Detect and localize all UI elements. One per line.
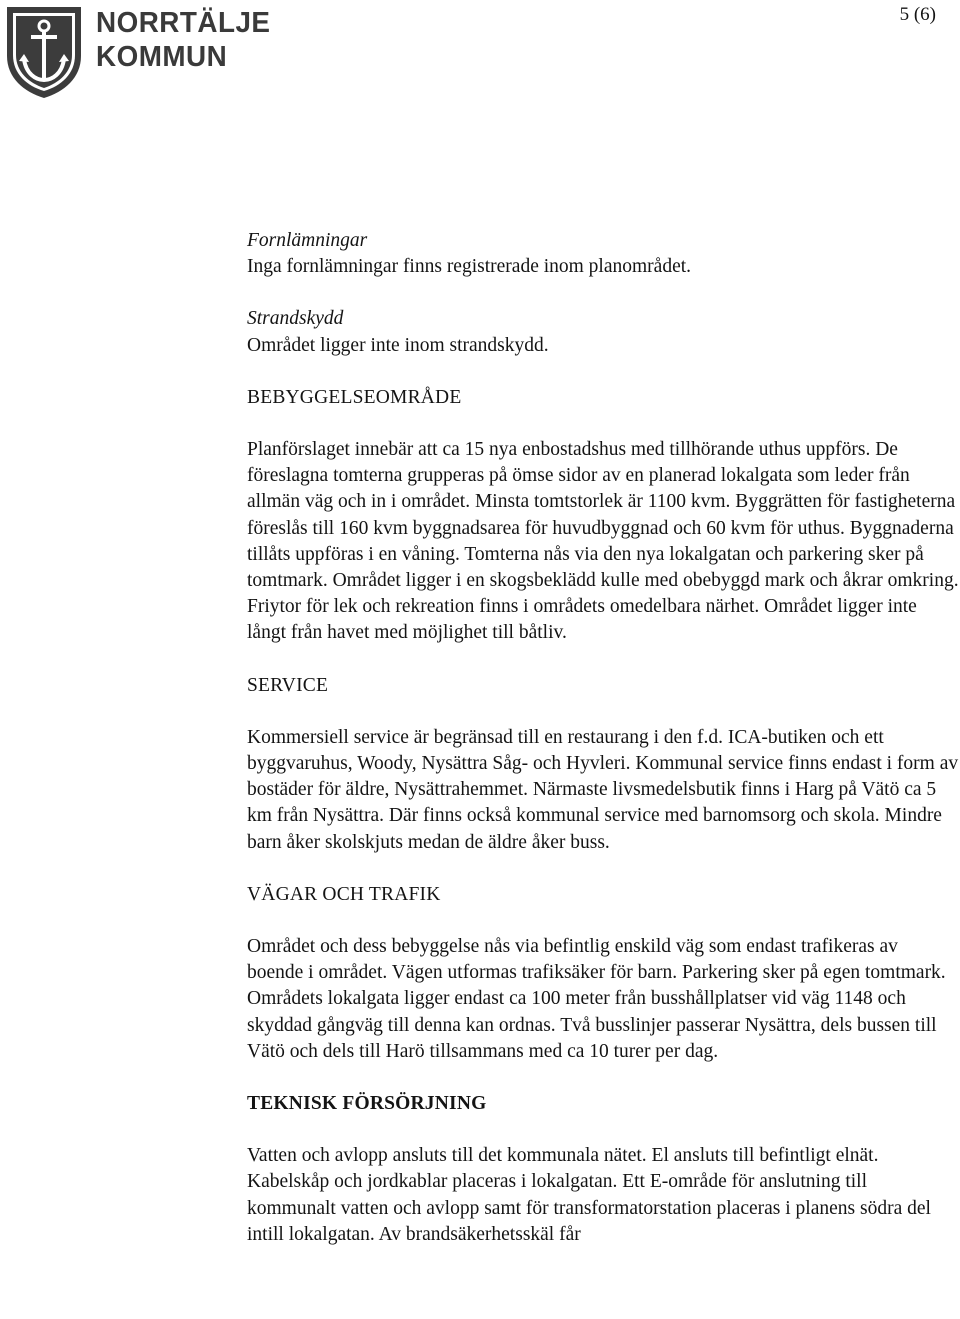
- anchor-shield-icon: [4, 4, 84, 100]
- teknisk-heading: TEKNISK FÖRSÖRJNING: [247, 1093, 487, 1115]
- strandskydd-heading: Strandskydd: [247, 308, 344, 330]
- logo-line-1: NORRTÄLJE: [96, 7, 271, 39]
- service-text: Kommersiell service är begränsad till en restaurang i den f.d. ICA-butiken och ett byggvaruhus, Woody, Nysättra Såg- och Hyvleri. Kommunal service finns endast i form av bostäder för äldre, Nysättrahemmet. Närmaste livsmedelsbutik finns i Harg på Vätö ca 5 km från Nysättra. Där finns också kommunal service med barnomsorg och skola. Mindre barn åker skolskjuts medan de äldre åker buss.: [247, 726, 959, 853]
- bebyggelse-heading: BEBYGGELSEOMRÅDE: [247, 386, 462, 408]
- norrtalje-kommun-logo: [4, 4, 274, 100]
- document-body: [247, 228, 959, 1248]
- bebyggelse-text: Planförslaget innebär att ca 15 nya enbostadshus med tillhörande uthus uppförs. De föreslagna tomterna grupperas på ömse sidor av en planerad lokalgata som leder från allmän väg och in i området. Minsta tomtstorlek är 1100 kvm. Byggrätten för fastigheterna föreslås till 160 kvm byggnadsarea för huvudbyggnad och 60 kvm för uthus. Byggnaderna tillåts uppföras i en våning. Tomterna nås via den nya lokalgatan och parkering sker på tomtmark. Området ligger i en skogsbeklädd kulle med obebyggd mark och åkrar omkring. Friytor för lek och rekreation finns i områdets omedelbara närhet. Området ligger inte långt från havet med möjlighet till båtliv.: [247, 439, 959, 644]
- service-heading: SERVICE: [247, 674, 329, 696]
- teknisk-text: Vatten och avlopp ansluts till det kommunala nätet. El ansluts till befintligt elnät. Kabelskåp och jordkablar placeras i lokalgatan. Ett E-område för anslutning till kommunalt vatten och avlopp samt för transformatorstation placeras i planens södra del intill lokalgatan. Av brandsäkerhetsskäl får: [247, 1145, 931, 1245]
- vagar-text: Området och dess bebyggelse nås via befintlig enskild väg som endast trafikeras av boende i området. Vägen utformas trafiksäker för barn. Parkering sker på egen tomtmark. Områdets lokalgata ligger endast ca 100 meter från busshållplatser vid väg 1148 och skyddad gångväg till denna kan ordnas. Två busslinjer passerar Nysättra, dels bussen till Vätö och dels till Harö tillsammans med ca 10 turer per dag.: [247, 936, 946, 1062]
- fornlamningar-heading: Fornlämningar: [247, 230, 368, 251]
- fornlamningar-text: Inga fornlämningar finns registrerade inom planområdet.: [247, 256, 692, 278]
- page-number: 5 (6): [899, 4, 936, 25]
- strandskydd-text: Området ligger inte inom strandskydd.: [247, 334, 549, 356]
- logo-line-2: KOMMUN: [96, 41, 228, 73]
- logo-wordmark: [96, 6, 270, 74]
- vagar-heading: VÄGAR OCH TRAFIK: [247, 883, 441, 905]
